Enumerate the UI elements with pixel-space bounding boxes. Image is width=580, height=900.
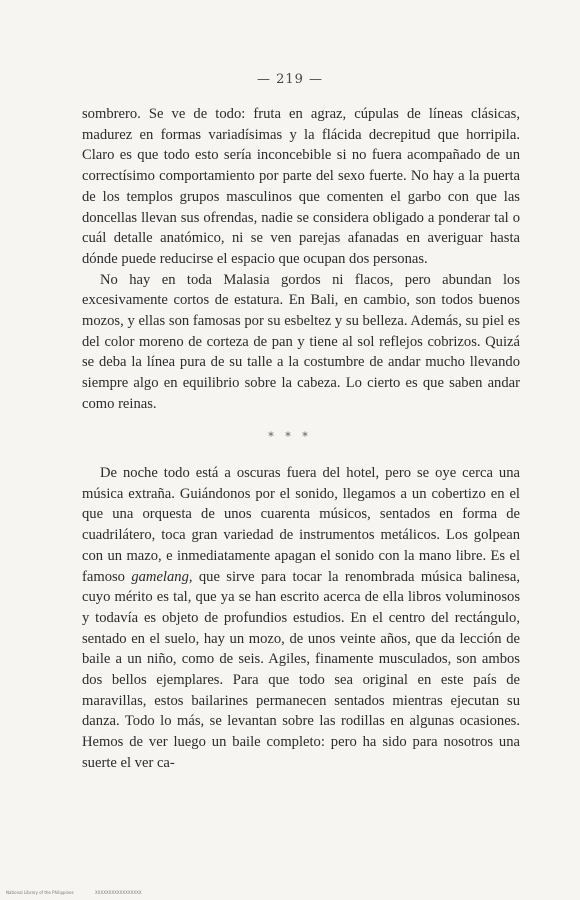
paragraph-3-end: que sirve para tocar la renombrada música balinesa, cuyo mérito es tal, que ya se han escrito acerca de ella libros voluminosos y todavía es objeto de profundios estudios. En el centro del rectángulo, sentado en el suelo, hay un mozo, de unos veinte años, que da lección de baile a un niño, como de seis. Agiles, finamente musculados, son ambos dos bellos ejemplares. Para que todo sea original en este país de maravillas, estos bailarines permanecen sentados mientras ejecutan su danza. Todo lo más, se levantan sobre las rodillas en algunas ocasiones. Hemos de ver luego un baile completo: pero ha sido para nosotros una suerte el ver ca- <box>82 568 520 771</box>
paragraph-3-start: De noche todo está a oscuras fuera del hotel, pero se oye cerca una música extraña. Guiándonos por el sonido, llegamos a un cobertizo en el que una orquesta de unos cuarenta músicos, sentados en forma de cuadrilátero, toca gran variedad de instrumentos metálicos. Los golpean con un mazo, e inmediatamente apagan el sonido con la mano libre. Es el famoso <box>82 465 520 585</box>
gamelang-term: gamelang, <box>131 568 193 585</box>
text-block-bottom <box>82 463 520 774</box>
section-separator: * * * <box>268 430 312 443</box>
footer-library: National Library of the Philippines <box>6 890 74 895</box>
scan-footer <box>6 890 162 895</box>
paragraph-2: No hay en toda Malasia gordos ni flacos, pero abundan los excesivamente cortos de estatura. En Bali, en cambio, son todos buenos mozos, y ellas son famosas por su esbeltez y su belleza. Además, su piel es del color moreno de corteza de pan y tiene al sol reflejos cobrizos. Quizá se deba la línea pura de su talle a la costumbre de andar mucho llevando siempre algo en equilibrio sobre la cabeza. Lo cierto es que saben andar como reinas. <box>82 271 520 412</box>
page-number: — 219 — <box>256 72 324 87</box>
text-block-top <box>82 104 520 415</box>
paragraph-1: sombrero. Se ve de todo: fruta en agraz, cúpulas de líneas clásicas, madurez en formas variadísimas y la flácida decrepitud que horripila. Claro es que todo esto sería inconcebible si no fuera acompañado de un correctísimo comportamiento por parte del sexo fuerte. No hay a la puerta de los templos grupos masculinos que comenten el garbo con que las doncellas llevan sus ofrendas, nadie se considera obligado a ponderar tal o cuál detalle anatómico, ni se ven parejas afanadas en averiguar hasta dónde puede reducirse el espacio que ocupan dos personas. <box>82 106 520 267</box>
footer-code: XXXXXXXXXXXXXXXXX <box>95 890 142 895</box>
paragraph-3 <box>82 463 520 774</box>
